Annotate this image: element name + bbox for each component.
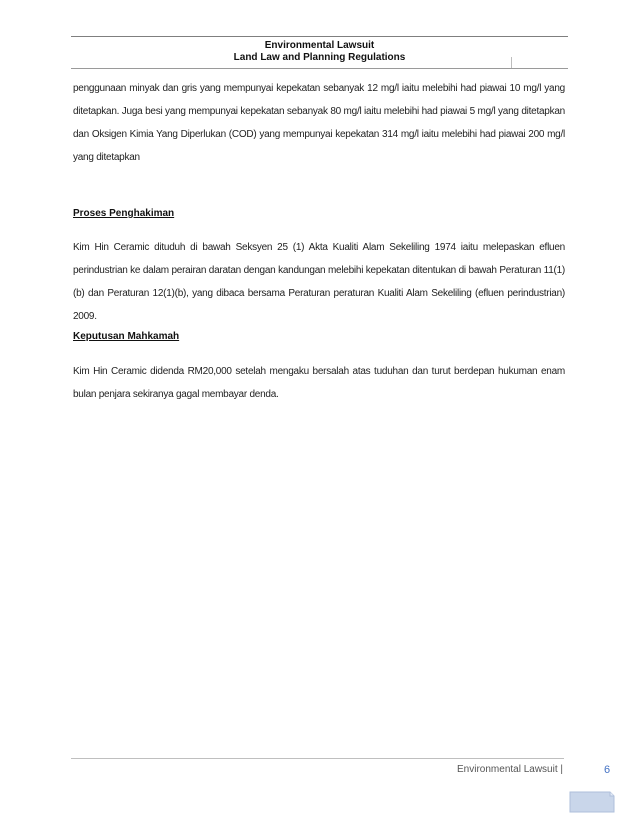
- header-divider-tick: [511, 57, 512, 68]
- section2-paragraph: Kim Hin Ceramic didenda RM20,000 setelah mengaku bersalah atas tuduhan dan turut berdepan hukuman enam bulan penjara sekiranya gagal membayar denda.: [73, 366, 565, 400]
- header-bottom-rule: [71, 68, 568, 69]
- section1-paragraph-block: [73, 236, 565, 328]
- header-subtitle: Land Law and Planning Regulations: [233, 52, 406, 63]
- section1-paragraph: Kim Hin Ceramic dituduh di bawah Seksyen 25 (1) Akta Kualiti Alam Sekeliling 1974 iaitu melepaskan efluen perindustrian ke dalam perairan daratan dengan kandungan melebihi kepekatan ditentukan di bawah Peraturan 11(1)(b) dan Peraturan 12(1)(b), yang dibaca bersama Peraturan peraturan Kualiti Alam Sekeliling (efluen perindustrian) 2009.: [73, 242, 565, 322]
- section2-paragraph-block: [73, 360, 565, 406]
- section-heading-keputusan-mahkamah: Keputusan Mahkamah: [73, 331, 180, 342]
- footer-rule: [71, 758, 564, 759]
- page-corner-decoration-icon: [566, 790, 616, 814]
- header-title: Environmental Lawsuit: [264, 40, 375, 51]
- footer-label: Environmental Lawsuit |: [457, 764, 563, 775]
- section1-heading-block: [73, 207, 565, 221]
- section-heading-proses-penghakiman: Proses Penghakiman: [73, 208, 175, 219]
- header-top-rule: [71, 36, 568, 37]
- page-number: 6: [603, 764, 611, 776]
- intro-paragraph: penggunaan minyak dan gris yang mempunyai kepekatan sebanyak 12 mg/l iaitu melebihi had piawai 10 mg/l yang ditetapkan. Juga besi yang mempunyai kepekatan sebanyak 80 mg/l iaitu melebihi had piawai 5 mg/l yang ditetapkan dan Oksigen Kimia Yang Diperlukan (COD) yang mempunyai kepekatan 314 mg/l iaitu melebihi had piawai 200 mg/l yang ditetapkan: [73, 83, 565, 163]
- section2-heading-block: [73, 330, 565, 344]
- intro-paragraph-block: [73, 77, 565, 169]
